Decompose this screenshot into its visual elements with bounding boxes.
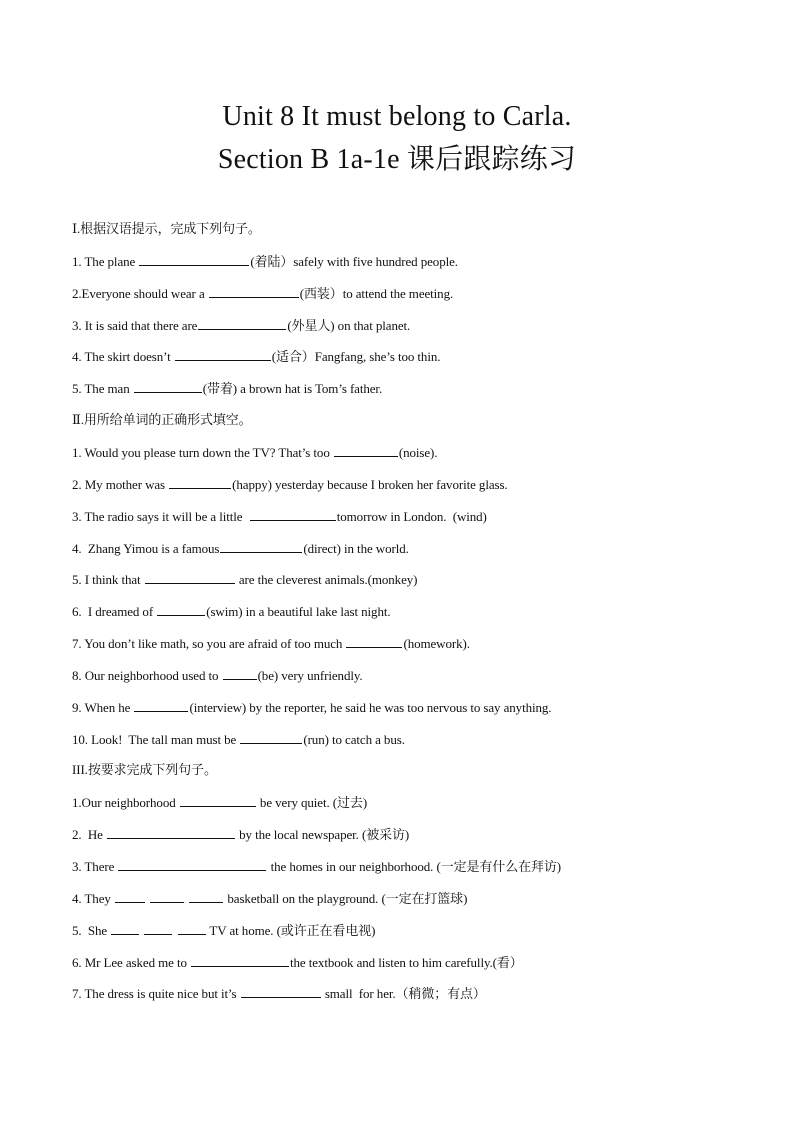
question-item: [72, 635, 470, 652]
question-item: [72, 476, 508, 493]
question-item: [72, 699, 551, 716]
question-text: 4. The skirt doesn’t: [72, 349, 174, 365]
question-text: small for her.（稍微；有点）: [321, 986, 486, 1002]
question-item: [72, 380, 382, 397]
question-text: (适合）Fangfang, she’s too thin.: [271, 349, 441, 365]
answer-blank[interactable]: [189, 890, 223, 903]
question-text: (happy) yesterday because I broken her favorite glass.: [232, 476, 508, 492]
question-text: by the local newspaper. (被采访): [235, 827, 410, 843]
answer-blank[interactable]: [209, 285, 299, 298]
answer-blank[interactable]: [180, 794, 256, 807]
answer-blank[interactable]: [220, 540, 302, 553]
section-heading: Ⅱ.用所给单词的正确形式填空。: [72, 412, 252, 428]
question-text: 1. The plane: [72, 253, 139, 269]
question-text: (be) very unfriendly.: [257, 667, 363, 683]
answer-blank[interactable]: [118, 858, 266, 871]
question-text: the homes in our neighborhood. (一定是有什么在拜访): [267, 859, 562, 874]
section-heading: III.按要求完成下列句子。: [72, 762, 217, 778]
answer-blank[interactable]: [240, 731, 302, 744]
worksheet-title-line1: Unit 8 It must belong to Carla.: [222, 101, 572, 132]
question-text: 5. The man: [72, 381, 133, 397]
question-text: 6. I dreamed of: [72, 604, 157, 620]
question-text: 8. Our neighborhood used to: [72, 667, 222, 683]
question-text: (着陆）safely with five hundred people.: [250, 253, 458, 269]
question-text: 10. Look! The tall man must be: [72, 731, 240, 747]
answer-blank[interactable]: [250, 508, 336, 521]
section-heading: Ⅰ.根据汉语提示，完成下列句子。: [72, 221, 261, 236]
question-text: tomorrow in London. (wind): [336, 508, 487, 524]
question-text: (西装）to attend the meeting.: [299, 285, 454, 301]
answer-blank[interactable]: [223, 667, 257, 680]
answer-blank[interactable]: [107, 826, 235, 839]
question-item: [72, 826, 409, 843]
question-text: are the cleverest animals.(monkey): [235, 572, 418, 588]
question-text: 2. He: [72, 827, 106, 843]
question-item: [72, 571, 417, 588]
question-text: 7. The dress is quite nice but it’s: [72, 986, 240, 1002]
question-text: basketball on the playground. (一定在打篮球): [224, 890, 468, 906]
question-text: (interview) by the reporter, he said he was too nervous to say anything.: [189, 699, 552, 715]
answer-blank[interactable]: [150, 890, 184, 903]
answer-blank[interactable]: [134, 699, 188, 712]
question-text: 3. It is said that there are: [72, 317, 198, 333]
answer-blank[interactable]: [346, 635, 402, 648]
answer-blank[interactable]: [175, 348, 271, 361]
answer-blank[interactable]: [111, 922, 139, 935]
answer-blank[interactable]: [134, 380, 202, 393]
answer-blank[interactable]: [115, 890, 145, 903]
question-text: 3. There: [72, 859, 118, 874]
answer-blank[interactable]: [145, 571, 235, 584]
question-item: [72, 922, 375, 939]
answer-blank[interactable]: [169, 476, 231, 489]
question-text: 9. When he: [72, 699, 134, 715]
question-text: 3. The radio says it will be a little: [72, 508, 249, 524]
question-text: TV at home. (或许正在看电视): [206, 922, 376, 938]
question-item: [72, 285, 453, 302]
question-item: [72, 253, 458, 270]
question-text: (run) to catch a bus.: [303, 731, 405, 747]
question-item: [72, 985, 486, 1002]
question-text: 5. She: [72, 922, 111, 938]
question-text: 1. Would you please turn down the TV? That’s too: [72, 444, 333, 460]
question-item: [72, 731, 405, 748]
question-text: 2. My mother was: [72, 476, 169, 492]
question-item: [72, 603, 391, 620]
answer-blank[interactable]: [157, 603, 205, 616]
answer-blank[interactable]: [191, 954, 289, 967]
question-text: 6. Mr Lee asked me to: [72, 954, 191, 970]
question-text: (direct) in the world.: [303, 540, 409, 556]
question-text: (noise).: [398, 444, 438, 460]
question-item: [72, 508, 487, 525]
question-text: (带着) a brown hat is Tom’s father.: [202, 381, 383, 397]
answer-blank[interactable]: [178, 922, 206, 935]
answer-blank[interactable]: [198, 317, 286, 330]
question-item: [72, 348, 440, 365]
question-text: (外星人) on that planet.: [287, 317, 411, 333]
question-item: [72, 540, 409, 557]
question-item: [72, 444, 437, 461]
question-item: [72, 858, 561, 875]
question-text: 2.Everyone should wear a: [72, 285, 208, 301]
answer-blank[interactable]: [241, 985, 321, 998]
question-text: the textbook and listen to him carefully.(看）: [290, 954, 523, 970]
question-text: (homework).: [403, 636, 470, 652]
question-item: [72, 794, 367, 811]
question-text: 7. You don’t like math, so you are afraid of too much: [72, 636, 346, 652]
question-text: be very quiet. (过去): [256, 795, 368, 811]
question-item: [72, 890, 467, 907]
question-item: [72, 317, 410, 334]
question-text: 1.Our neighborhood: [72, 795, 179, 811]
question-text: 5. I think that: [72, 572, 144, 588]
answer-blank[interactable]: [144, 922, 172, 935]
question-text: 4. Zhang Yimou is a famous: [72, 540, 220, 556]
question-item: [72, 954, 523, 971]
question-item: [72, 667, 363, 684]
answer-blank[interactable]: [139, 253, 249, 266]
worksheet-title-line2: Section B 1a-1e 课后跟踪练习: [217, 144, 577, 175]
answer-blank[interactable]: [334, 444, 398, 457]
question-text: (swim) in a beautiful lake last night.: [206, 604, 391, 620]
question-text: 4. They: [72, 890, 114, 906]
